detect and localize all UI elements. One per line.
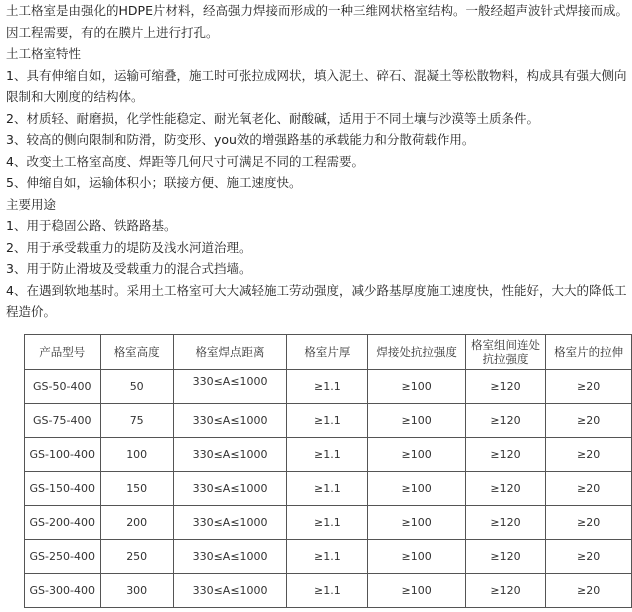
- table-row: [25, 574, 632, 608]
- header-cell: 格室焊点距离: [173, 335, 286, 370]
- use-item: 1、用于稳固公路、铁路路基。: [6, 218, 177, 233]
- use-item: 4、在遇到软地基时。采用土工格室可大大减轻施工劳动强度，减少路基厚度施工速度快，性能好，大大的降低工程造价。: [6, 282, 627, 319]
- table-cell: ≥120: [465, 438, 546, 472]
- table-cell: 330≤A≤1000: [173, 438, 286, 472]
- features-heading: 土工格室特性: [6, 46, 82, 61]
- table-cell: 330≤A≤1000: [173, 540, 286, 574]
- table-cell: GS-300-400: [25, 574, 101, 608]
- table-cell: 330≤A≤1000: [173, 574, 286, 608]
- use-item: 3、用于防止滑坡及受载重力的混合式挡墙。: [6, 261, 252, 276]
- article-text: [6, 0, 628, 323]
- table-cell: ≥100: [368, 540, 465, 574]
- table-row: [25, 506, 632, 540]
- table-cell: 100: [100, 438, 173, 472]
- header-cell: 格室片的拉伸: [546, 335, 632, 370]
- table-cell: ≥1.1: [287, 574, 368, 608]
- table-cell: ≥1.1: [287, 540, 368, 574]
- table-row: [25, 370, 632, 404]
- table-cell: ≥1.1: [287, 506, 368, 540]
- table-cell: GS-100-400: [25, 438, 101, 472]
- table-cell: 330≤A≤1000: [173, 506, 286, 540]
- table-cell: ≥1.1: [287, 438, 368, 472]
- table-cell: ≥20: [546, 370, 632, 404]
- header-cell: 产品型号: [25, 335, 101, 370]
- table-cell: ≥20: [546, 438, 632, 472]
- table-cell: ≥20: [546, 472, 632, 506]
- table-cell: ≥20: [546, 506, 632, 540]
- table-cell: 200: [100, 506, 173, 540]
- table-cell: ≥120: [465, 370, 546, 404]
- table-cell: 300: [100, 574, 173, 608]
- table-cell: GS-200-400: [25, 506, 101, 540]
- table-cell: ≥1.1: [287, 472, 368, 506]
- table-row: [25, 438, 632, 472]
- table-row: [25, 472, 632, 506]
- table-cell: [173, 370, 286, 404]
- header-cell: 格室片厚: [287, 335, 368, 370]
- table-header-row: [25, 335, 632, 370]
- intro-paragraph: 土工格室是由强化的HDPE片材料，经高强力焊接而形成的一种三维网状格室结构。一般经超声波针式焊接而成。因工程需要，有的在膜片上进行打孔。: [6, 3, 628, 40]
- table-cell: ≥20: [546, 540, 632, 574]
- table-cell: ≥20: [546, 404, 632, 438]
- table-cell: 330≤A≤1000: [173, 472, 286, 506]
- table-cell: ≥20: [546, 574, 632, 608]
- table-cell: ≥100: [368, 370, 465, 404]
- table-cell: ≥1.1: [287, 370, 368, 404]
- weld-distance-value: 330≤A≤1000: [192, 375, 268, 388]
- table-cell: ≥120: [465, 540, 546, 574]
- table-cell: GS-50-400: [25, 370, 101, 404]
- table-cell: 75: [100, 404, 173, 438]
- table-cell: ≥120: [465, 404, 546, 438]
- spec-table: [24, 334, 632, 608]
- use-item: 2、用于承受载重力的堤防及浅水河道治理。: [6, 239, 252, 255]
- table-cell: 50: [100, 370, 173, 404]
- table-cell: ≥1.1: [287, 404, 368, 438]
- header-cell: 格室高度: [100, 335, 173, 370]
- feature-item: 4、改变土工格室高度、焊距等几何尺寸可满足不同的工程需要。: [6, 153, 364, 169]
- table-row: [25, 540, 632, 574]
- table-cell: ≥100: [368, 506, 465, 540]
- feature-item: 2、材质轻、耐磨损，化学性能稳定、耐光氧老化、耐酸碱，适用于不同土壤与沙漠等土质条件。: [6, 110, 539, 126]
- feature-item: 1、具有伸缩自如，运输可缩叠，施工时可张拉成网状，填入泥土、碎石、混凝土等松散物料，构成具有强大侧向限制和大刚度的结构体。: [6, 67, 627, 104]
- table-cell: ≥100: [368, 472, 465, 506]
- table-cell: ≥100: [368, 438, 465, 472]
- feature-item: 3、较高的侧向限制和防滑，防变形、you效的增强路基的承载能力和分散荷载作用。: [6, 132, 475, 147]
- feature-item: 5、伸缩自如，运输体积小；联接方便、施工速度快。: [6, 175, 302, 190]
- table-cell: ≥120: [465, 506, 546, 540]
- table-cell: ≥120: [465, 574, 546, 608]
- header-cell: 焊接处抗拉强度: [368, 335, 465, 370]
- table-cell: ≥100: [368, 574, 465, 608]
- header-cell: 格室组间连处抗拉强度: [465, 335, 546, 370]
- uses-heading: 主要用途: [6, 196, 57, 212]
- table-cell: GS-150-400: [25, 472, 101, 506]
- table-cell: 250: [100, 540, 173, 574]
- table-cell: GS-250-400: [25, 540, 101, 574]
- spec-table-wrapper: [24, 334, 632, 608]
- table-row: [25, 404, 632, 438]
- table-cell: ≥120: [465, 472, 546, 506]
- table-cell: 150: [100, 472, 173, 506]
- table-cell: GS-75-400: [25, 404, 101, 438]
- table-cell: 330≤A≤1000: [173, 404, 286, 438]
- table-cell: ≥100: [368, 404, 465, 438]
